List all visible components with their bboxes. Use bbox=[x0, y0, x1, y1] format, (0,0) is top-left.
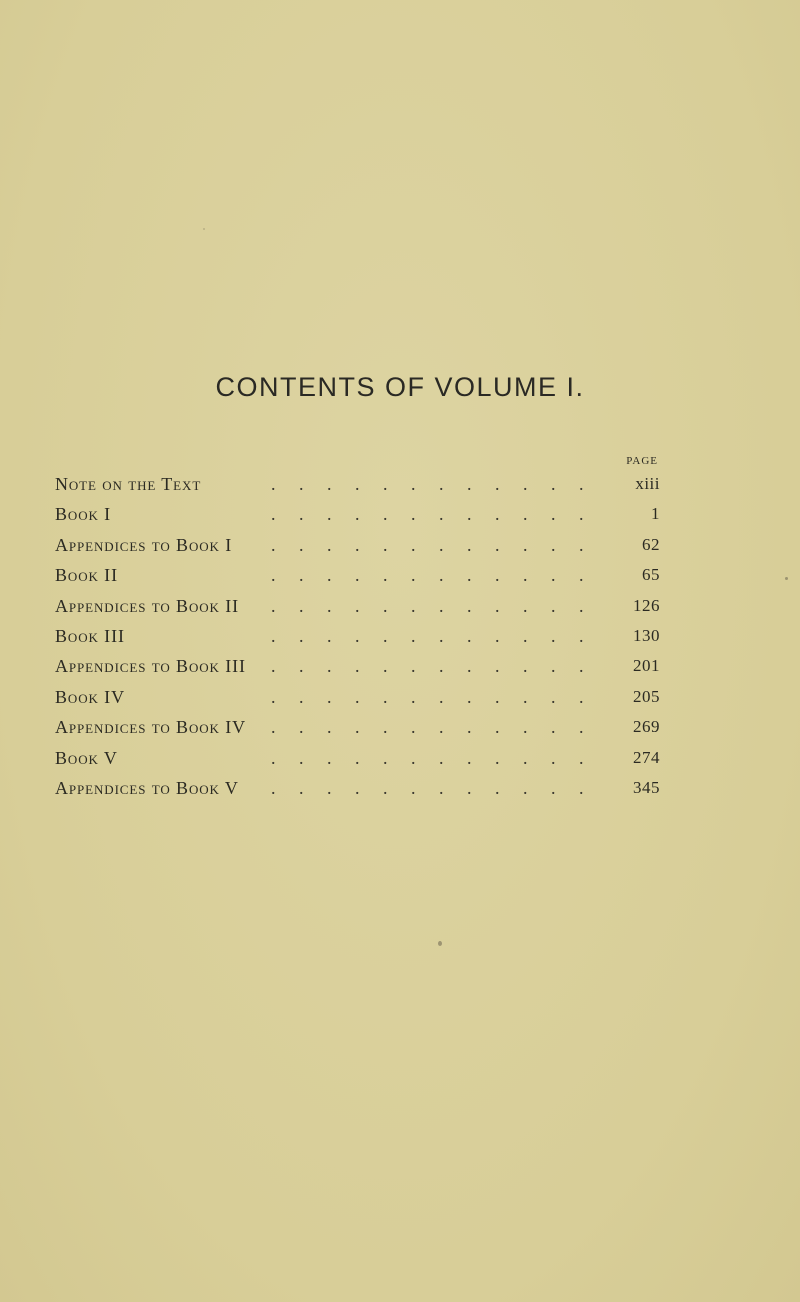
toc-entry-appendices-book-5 bbox=[55, 778, 660, 808]
toc-entry-page: 345 bbox=[633, 777, 660, 797]
toc-entry-book-2 bbox=[55, 565, 660, 595]
dot-leader: . . . . . . . . . . . . bbox=[271, 686, 593, 707]
toc-entry-page: 274 bbox=[633, 747, 660, 767]
toc-entry-label: Appendices to Book II bbox=[55, 595, 239, 616]
toc-entry-label: Book IV bbox=[55, 686, 125, 707]
dot-leader: . . . . . . . . . . . . bbox=[271, 474, 593, 494]
toc-entry-label: Book III bbox=[55, 625, 125, 646]
toc-entry-book-1 bbox=[55, 504, 660, 534]
dot-leader: . . . . . . . . . . . . bbox=[271, 565, 593, 586]
toc-entry-appendices-book-2 bbox=[55, 596, 660, 626]
dot-leader: . . . . . . . . . . . . bbox=[271, 717, 593, 738]
dot-leader: . . . . . . . . . . . . bbox=[271, 534, 593, 555]
toc-entry-appendices-book-1 bbox=[55, 535, 660, 565]
toc-entry-page: xiii bbox=[635, 474, 660, 493]
paper-speck bbox=[785, 577, 788, 580]
page-column-label: PAGE bbox=[626, 455, 658, 467]
toc-entry-page: 205 bbox=[633, 686, 660, 706]
toc-entry-page: 62 bbox=[642, 534, 660, 554]
toc-entry-book-3 bbox=[55, 626, 660, 656]
dot-leader: . . . . . . . . . . . . bbox=[271, 747, 593, 768]
toc-entry-appendices-book-3 bbox=[55, 656, 660, 686]
toc-entry-label: Book II bbox=[55, 565, 118, 586]
toc-entry-page: 201 bbox=[633, 656, 660, 676]
toc-entry-page: 65 bbox=[642, 565, 660, 585]
dot-leader: . . . . . . . . . . . . bbox=[271, 595, 593, 616]
toc-entry-book-5 bbox=[55, 748, 660, 778]
toc-entry-page: 1 bbox=[651, 504, 660, 524]
toc-entry-appendices-book-4 bbox=[55, 717, 660, 747]
toc-entry-label: Appendices to Book I bbox=[55, 534, 233, 555]
dot-leader: . . . . . . . . . . . . bbox=[271, 656, 593, 677]
toc-entry-label: Book I bbox=[55, 504, 112, 525]
toc-entry-book-4 bbox=[55, 687, 660, 717]
toc-entry-note-on-text bbox=[55, 474, 660, 504]
toc-entry-page: 269 bbox=[633, 717, 660, 737]
toc-entry-label: Appendices to Book IV bbox=[55, 717, 247, 738]
paper-speck bbox=[203, 228, 205, 230]
page-title: CONTENTS OF VOLUME I. bbox=[215, 372, 585, 402]
paper-speck bbox=[438, 941, 442, 946]
toc-entry-page: 126 bbox=[633, 595, 660, 615]
dot-leader: . . . . . . . . . . . . bbox=[271, 625, 593, 646]
dot-leader: . . . . . . . . . . . . bbox=[271, 504, 593, 525]
toc-entry-label: Appendices to Book III bbox=[55, 656, 246, 677]
toc-entry-label: Appendices to Book V bbox=[55, 777, 239, 798]
toc-entry-page: 130 bbox=[633, 625, 660, 645]
toc-entry-label: Book V bbox=[55, 747, 118, 768]
table-of-contents bbox=[55, 474, 660, 808]
toc-entry-label: Note on the Text bbox=[55, 474, 202, 494]
dot-leader: . . . . . . . . . . . . bbox=[271, 777, 593, 798]
